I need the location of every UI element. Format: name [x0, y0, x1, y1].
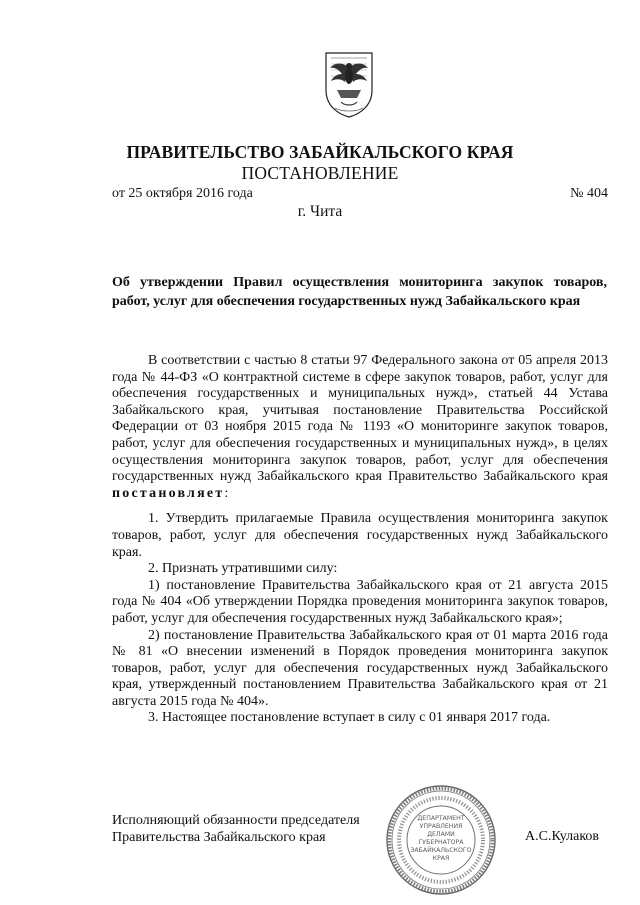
seal-line-6: КРАЯ [432, 855, 450, 862]
seal-line-4: ГУБЕРНАТОРА [418, 839, 464, 846]
preamble-paragraph [112, 353, 608, 502]
item-2-2: 2) постановление Правительства Забайкальского края от 01 марта 2016 года № 81 «О внесении изменений в Порядок проведения мониторинга закупок товаров, работ, услуг для обеспечения государственных нужд Забайкальского края, утвержденный постановлением Правительства Забайкальского края от 21 августа 2015 года № 404». [112, 627, 608, 709]
seal-line-1: ДЕПАРТАМЕНТ [417, 815, 465, 822]
decree-tail: : [224, 485, 229, 501]
document-type: ПОСТАНОВЛЕНИЕ [241, 163, 399, 183]
seal-line-3: ДЕЛАМИ [427, 831, 455, 838]
item-3: 3. Настоящее постановление вступает в силу с 01 января 2017 года. [148, 710, 551, 726]
item-1: 1. Утвердить прилагаемые Правила осуществления мониторинга закупок товаров, работ, услуг для обеспечения государственных нужд Забайкальского края. [112, 511, 608, 560]
signatory-name: А.С.Кулаков [525, 829, 600, 844]
official-seal-stamp [373, 782, 509, 898]
document-city: г. Чита [297, 203, 343, 220]
item-2: 2. Признать утратившими силу: [148, 561, 338, 577]
document-date: от 25 октября 2016 года [112, 186, 253, 201]
signatory-title [112, 812, 360, 846]
document-body [112, 353, 608, 727]
organization-title: ПРАВИТЕЛЬСТВО ЗАБАЙКАЛЬСКОГО КРАЯ [126, 142, 514, 162]
preamble-text: В соответствии с частью 8 статьи 97 Федерального закона от 05 апреля 2013 года № 44-ФЗ «О контрактной системе в сфере закупок товаров, работ, услуг для обеспечения государственных и муниципальных нужд», статьей 44 Устава Забайкальского края, учитывая постановление Правительства Российской Федерации от 03 ноября 2015 года № 1193 «О мониторинге закупок товаров, работ, услуг для обеспечения государственных и муниципальных нужд», в целях осуществления мониторинга закупок товаров, работ, услуг для обеспечения государственных нужд Забайкальского края Правительство Забайкальского края [112, 353, 608, 485]
item-2-1: 1) постановление Правительства Забайкальского края от 21 августа 2015 года № 404 «Об утверждении Порядка проведения мониторинга закупок товаров, работ, услуг для обеспечения государственных нужд Забайкальского края»; [112, 577, 608, 626]
signatory-title-line1: Исполняющий обязанности председателя [112, 813, 360, 828]
document-number: № 404 [570, 186, 608, 201]
seal-line-5: ЗАБАЙКАЛЬСКОГО [410, 847, 472, 854]
seal-line-2: УПРАВЛЕНИЯ [419, 823, 463, 830]
decree-word: постановляет [112, 485, 225, 501]
coat-of-arms-emblem [323, 50, 375, 118]
signatory-title-line2: Правительства Забайкальского края [112, 830, 326, 845]
document-subject: Об утверждении Правил осуществления мониторинга закупок товаров, работ, услуг для обеспечения государственных нужд Забайкальского края [112, 275, 607, 309]
